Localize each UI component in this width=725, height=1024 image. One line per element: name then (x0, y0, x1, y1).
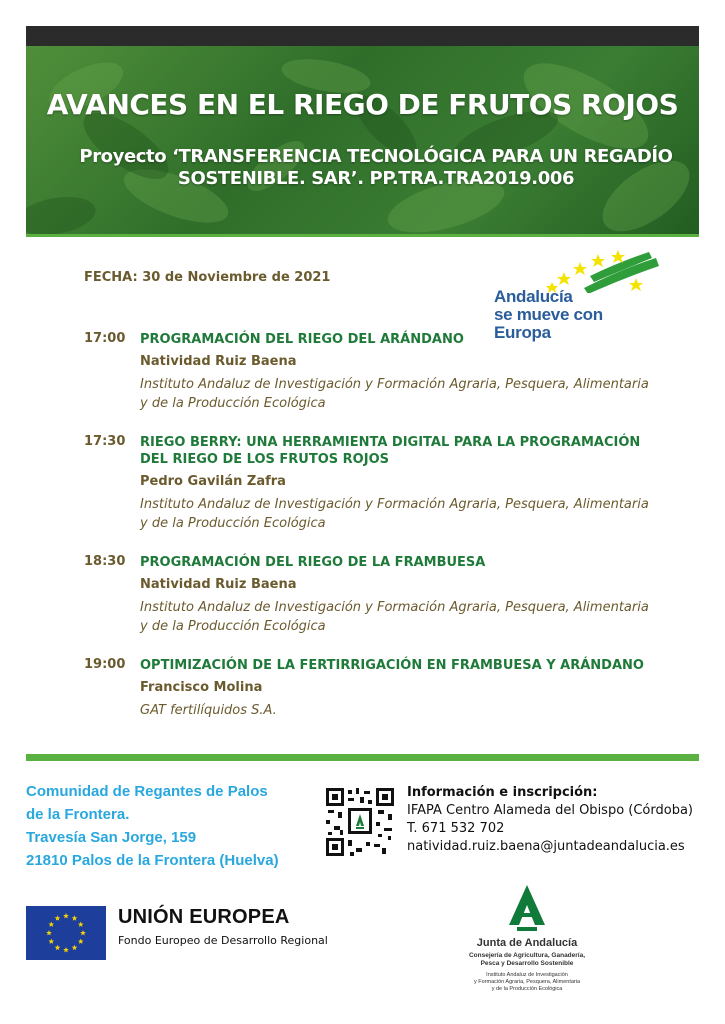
program-institution: GAT fertilíquidos S.A. (140, 703, 277, 718)
info-place: IFAPA Centro Alameda del Obispo (Córdoba) (407, 803, 693, 818)
info-title: Información e inscripción: (407, 785, 598, 800)
program-content (140, 331, 660, 413)
subtitle-line-1: Proyecto ‘TRANSFERENCIA TECNOLÓGICA PARA UN REGADÍO (79, 146, 673, 167)
project-subtitle (66, 146, 686, 190)
program-speaker: Pedro Gavilán Zafra (140, 474, 286, 489)
program-time: 18:30 (84, 554, 126, 569)
eu-subtitle: Fondo Europeo de Desarrollo Regional (118, 934, 328, 947)
program-speaker: Natividad Ruiz Baena (140, 354, 297, 369)
junta-consejeria (466, 952, 588, 968)
top-dark-bar (26, 26, 699, 46)
subtitle-line-2: SOSTENIBLE. SAR’. PP.TRA.TRA2019.006 (177, 168, 575, 189)
junta-name: Junta de Andalucía (476, 937, 578, 949)
contact-info (407, 784, 693, 856)
program-institution: Instituto Andaluz de Investigación y Formación Agraria, Pesquera, Alimentaria y de la Producción Ecológica (140, 600, 649, 634)
banner-divider (26, 234, 699, 237)
program-title: RIEGO BERRY: UNA HERRAMIENTA DIGITAL PARA LA PROGRAMACIÓN DEL RIEGO DE LOS FRUTOS ROJOS (140, 435, 641, 467)
program-time: 17:00 (84, 331, 126, 346)
foliage-background (26, 46, 699, 234)
program-institution: Instituto Andaluz de Investigación y Formación Agraria, Pesquera, Alimentaria y de la Producción Ecológica (140, 377, 649, 411)
junta-consejeria-line-1: Consejería de Agricultura, Ganadería, (468, 952, 586, 959)
address-line-4: 21810 Palos de la Frontera (Huelva) (26, 852, 279, 869)
info-phone: T. 671 532 702 (407, 821, 505, 836)
page-title: AVANCES EN EL RIEGO DE FRUTOS ROJOS (46, 88, 679, 121)
organizer-address (26, 780, 279, 872)
junta-a-icon (507, 885, 547, 931)
program-speaker: Natividad Ruiz Baena (140, 577, 297, 592)
address-line-3: Travesía San Jorge, 159 (26, 829, 197, 846)
eu-flag-icon (26, 906, 106, 960)
junta-inst-line-1: Instituto Andaluz de Investigación (486, 972, 568, 978)
junta-consejeria-line-2: Pesca y Desarrollo Sostenible (480, 960, 574, 967)
program-title: PROGRAMACIÓN DEL RIEGO DE LA FRAMBUESA (140, 555, 486, 570)
program-content (140, 657, 660, 720)
program-speaker: Francisco Molina (140, 680, 263, 695)
program-institution: Instituto Andaluz de Investigación y Formación Agraria, Pesquera, Alimentaria y de la Producción Ecológica (140, 497, 649, 531)
junta-inst-line-2: y Formación Agraria, Pesquera, Alimentaria (473, 979, 581, 985)
program-title: OPTIMIZACIÓN DE LA FERTIRRIGACIÓN EN FRAMBUESA Y ARÁNDANO (140, 658, 644, 673)
header-banner (26, 46, 699, 234)
andalucia-logo-line-2: se mueve con Europa (494, 305, 603, 342)
info-email[interactable]: natividad.ruiz.baena@juntadeandalucia.es (407, 839, 685, 854)
event-date: FECHA: 30 de Noviembre de 2021 (84, 270, 331, 285)
andalucia-logo-line-1: Andalucía (494, 287, 573, 306)
program-title: PROGRAMACIÓN DEL RIEGO DEL ARÁNDANO (140, 332, 464, 347)
address-line-1: Comunidad de Regantes de Palos (26, 783, 268, 800)
junta-institute (466, 972, 588, 993)
eu-title: UNIÓN EUROPEA (118, 906, 290, 928)
program-content (140, 434, 660, 533)
junta-andalucia-logo (466, 885, 588, 993)
program-time: 19:00 (84, 657, 126, 672)
program-content (140, 554, 660, 636)
footer-divider (26, 754, 699, 761)
program-time: 17:30 (84, 434, 126, 449)
andalucia-europa-logo (494, 248, 664, 342)
address-line-2: de la Frontera. (26, 806, 130, 823)
junta-inst-line-3: y de la Producción Ecológica (491, 986, 563, 992)
qr-code-icon[interactable] (326, 788, 394, 856)
